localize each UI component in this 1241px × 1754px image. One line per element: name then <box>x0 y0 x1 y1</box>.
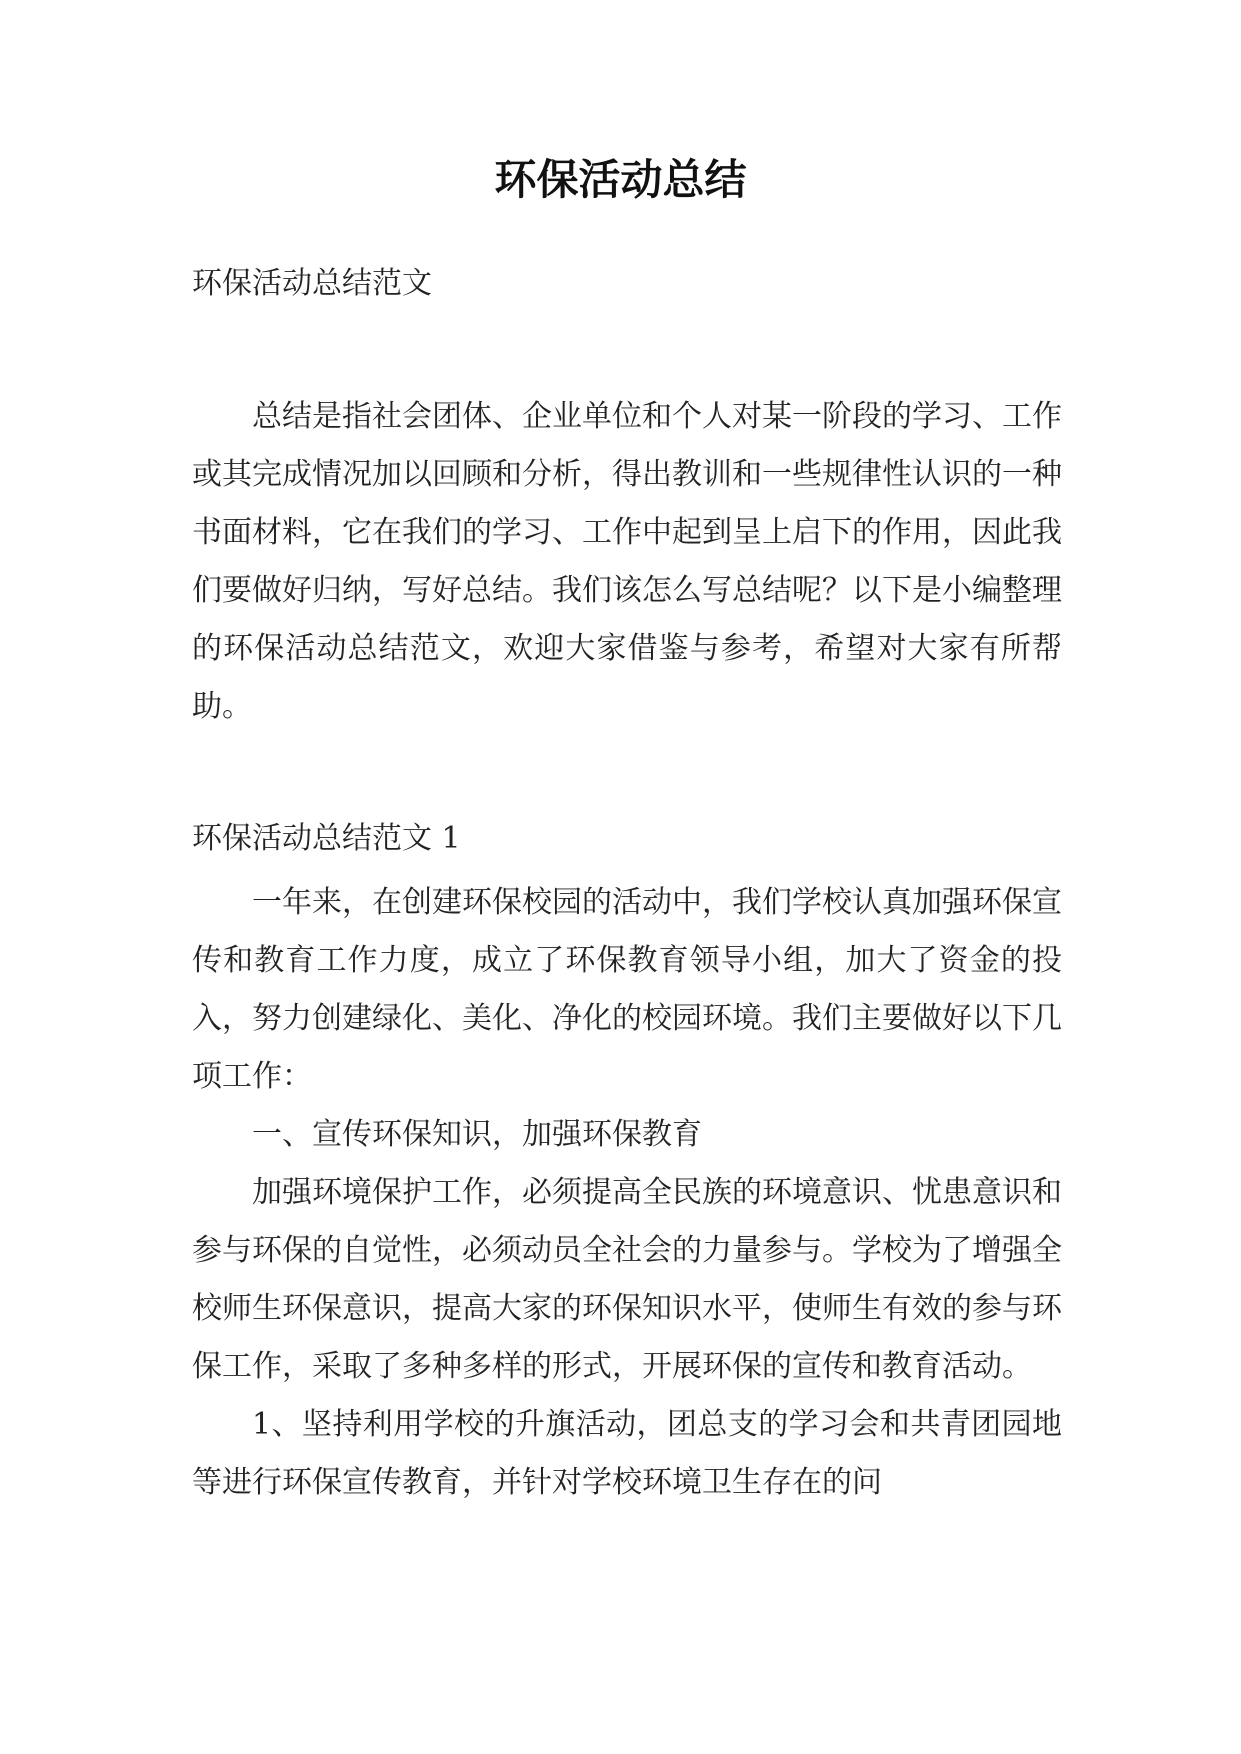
section-paragraph-2: 加强环境保护工作，必须提高全民族的环境意识、忧患意识和参与环保的自觉性，必须动员全社会的力量参与。学校为了增强全校师生环保意识，提高大家的环保知识水平，使师生有效的参与环保工作，采取了多种多样的形式，开展环保的宣传和教育活动。 <box>192 1175 1062 1384</box>
section-heading: 环保活动总结范文 1 <box>192 821 461 856</box>
intro-section <box>192 388 1062 736</box>
intro-paragraph: 总结是指社会团体、企业单位和个人对某一阶段的学习、工作或其完成情况加以回顾和分析，得出教训和一些规律性认识的一种书面材料，它在我们的学习、工作中起到呈上启下的作用，因此我们要做好归纳，写好总结。我们该怎么写总结呢？以下是小编整理的环保活动总结范文，欢迎大家借鉴与参考，希望对大家有所帮助。 <box>192 399 1062 724</box>
document-title: 环保活动总结 <box>494 155 747 204</box>
sample-section <box>192 810 1062 1512</box>
section-paragraph-3: 1、坚持利用学校的升旗活动，团总支的学习会和共青团园地等进行环保宣传教育，并针对学校环境卫生存在的问 <box>192 1407 1062 1500</box>
section-subheading: 一、宣传环保知识，加强环保教育 <box>252 1117 702 1152</box>
section-paragraph-1: 一年来，在创建环保校园的活动中，我们学校认真加强环保宣传和教育工作力度，成立了环保教育领导小组，加大了资金的投入，努力创建绿化、美化、净化的校园环境。我们主要做好以下几项工作： <box>192 885 1062 1094</box>
document-subtitle: 环保活动总结范文 <box>192 266 432 301</box>
